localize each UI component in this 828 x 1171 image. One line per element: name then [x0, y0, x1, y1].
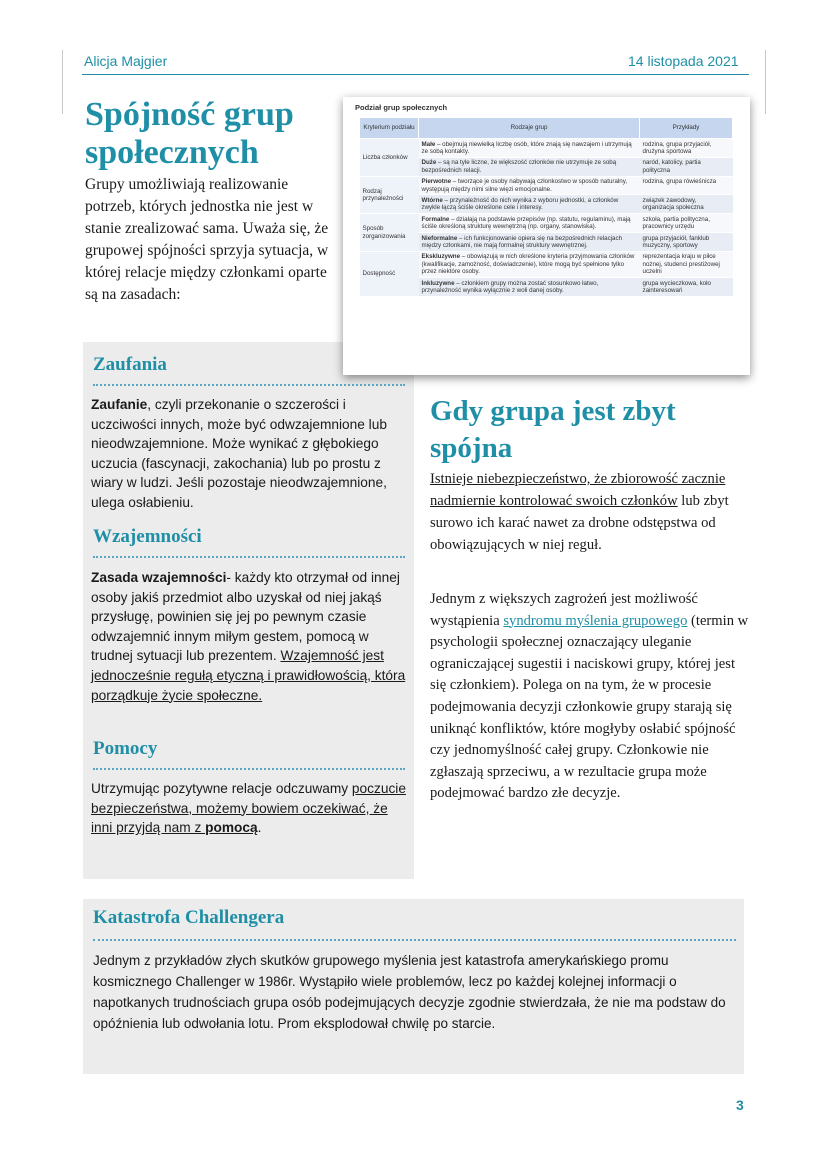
p1-text: lub zbyt surowo ich karać nawet za drobne odstępstwa od obowiązujących w niej reguł.: [430, 493, 729, 553]
table-row: [360, 251, 733, 277]
page-number: 3: [736, 1097, 744, 1113]
group-type-term: Małe: [421, 140, 436, 148]
social-groups-table: [359, 117, 733, 297]
table-cell-group-type: [419, 214, 640, 233]
table-cell-examples: naród, katolicy, partia polityczna: [640, 157, 733, 176]
group-type-term: Formalne: [421, 215, 450, 223]
table-cell-criterion: Rodzaj przynależności: [360, 176, 419, 214]
heading-wzajemnosci: Wzajemności: [93, 526, 202, 547]
table-cell-group-type: [419, 278, 640, 297]
dotted-divider: [93, 556, 405, 558]
group-type-description: – przynależność do nich wynika z wyboru jednostki, a członków zwykle łączą ściśle określone cele i interesy.: [421, 196, 619, 212]
group-type-term: Duże: [421, 159, 437, 167]
groupthink-link[interactable]: syndromu myślenia grupowego: [503, 612, 688, 629]
table-cell-group-type: [419, 176, 640, 195]
wzajemnosci-underlined: Wzajemność jest jednocześnie regułą etyczną i prawidłowością, która porządkuje życie społeczne.: [91, 648, 406, 703]
group-type-term: Wtórne: [421, 196, 443, 204]
too-cohesive-paragraph-1: [430, 468, 748, 556]
group-type-description: – obejmują niewielką liczbę osób, które znają się nawzajem i utrzymują ze sobą kontakty.: [421, 140, 632, 155]
heading-challenger: Katastrofa Challengera: [93, 907, 285, 928]
pomocy-end: .: [257, 820, 262, 836]
table-row: [360, 139, 733, 158]
p2-text-rest: (termin w psychologii społecznej oznaczający uleganie ograniczającej sugestii i naciskowi grupy, której jest się członkiem). Polega on na tym, że w procesie podejmowania decyzji członkowie grupy starają się uniknąć konfliktów, które mogłyby osłabić spójność czy jednomyślność całej grupy. Członkowie nie zgłaszają sprzeciwu, a w rezultacie grupa może podejmować bardzo złe decyzje.: [430, 612, 749, 802]
header-divider: [82, 74, 749, 75]
wzajemnosci-paragraph: [91, 568, 409, 705]
table-header-criterion: Kryterium podziału: [360, 118, 419, 139]
zaufania-text: , czyli przekonanie o szczerości i uczciwości innych, może być odwzajemnione lub nieodwzajemnione. Może wynikać z głębokiego uczucia (fascynacji, zakochania) lub po prostu z wiary w ludzi. Jeśli pozostaje nieodwzajemnione, ulega osłabieniu.: [91, 397, 387, 510]
table-cell-criterion: Liczba członków: [360, 139, 419, 177]
table-cell-examples: rodzina, grupa przyjaciół, drużyna sportowa: [640, 139, 733, 158]
pomocy-text: Utrzymując pozytywne relacje odczuwamy: [91, 781, 352, 796]
table-cell-group-type: [419, 251, 640, 277]
zaufania-paragraph: [91, 395, 409, 513]
group-type-description: – członkiem grupy można zostać stosunkowo łatwo, przynależność wynika wyłącznie z woli danej osoby.: [421, 279, 599, 294]
p1-underlined: Istnieje niebezpieczeństwo, że zbiorowość zacznie nadmiernie kontrolować swoich członków: [430, 471, 726, 509]
section-title-too-cohesive: Gdy grupa jest zbyt spójna: [430, 395, 676, 464]
table-title: Podział grup społecznych: [355, 103, 448, 112]
page-edge-line-left: [62, 50, 63, 114]
wzajemnosci-text: - każdy kto otrzymał od innej osoby jakiś przedmiot albo uzyskał od niej jakąś przysługę, powinien się jej po pewnym czasie odwzajemnić innym miłym gestem, pomocą w trudnej sytuacji lub prezentem.: [91, 570, 400, 664]
group-type-term: Inkluzywne: [421, 279, 455, 287]
heading-pomocy: Pomocy: [93, 738, 158, 759]
zaufania-term: Zaufanie: [91, 397, 148, 412]
pomocy-term: pomocą: [205, 820, 258, 836]
group-type-term: Pierwotne: [421, 178, 452, 186]
group-type-description: – działają na podstawie przepisów (np. statutu, regulaminu), mają ściśle określoną strukturę wewnętrzną (np. organy, stanowiska).: [421, 215, 631, 231]
wzajemnosci-term: Zasada wzajemności: [91, 570, 227, 585]
table-cell-group-type: [419, 233, 640, 252]
intro-paragraph: Grupy umożliwiają realizowanie potrzeb, których jednostka nie jest w stanie zrealizować sama. Uważa się, że grupowej spójności sprzyja sytuacja, w której relacje między członkami oparte są na zasadach:: [85, 176, 329, 303]
heading-zaufania: Zaufania: [93, 354, 167, 375]
group-type-term: Ekskluzywne: [421, 253, 461, 261]
pomocy-underlined: poczucie bezpieczeństwa, możemy bowiem oczekiwać, że inni przyjdą nam z: [91, 781, 406, 836]
group-type-description: – są na tyle liczne, że większość członków nie utrzymuje ze sobą bezpośrednich relacji.: [421, 159, 617, 174]
table-row: [360, 176, 733, 195]
table-cell-criterion: Sposób zorganizowania: [360, 214, 419, 252]
challenger-paragraph: Jednym z przykładów złych skutków grupowego myślenia jest katastrofa amerykańskiego promu kosmicznego Challenger w 1986r. Wystąpiło wiele problemów, lecz po każdej kolejnej informacji o napotkanych trudnościach grupa osób podejmujących decyzje zgodnie stwierdzała, że nie ma podstaw do opóźnienia lub odwołania lotu. Prom eksplodował chwilę po starcie.: [93, 953, 726, 1031]
group-type-term: Nieformalne: [421, 234, 458, 242]
table-header-types: Rodzaje grup: [419, 118, 640, 139]
header-author: Alicja Majgier: [84, 53, 168, 69]
table-cell-examples: związek zawodowy, organizacja społeczna: [640, 195, 733, 214]
table-header-examples: Przykłady: [640, 118, 733, 139]
p2-text-start: Jednym z większych zagrożeń jest możliwość wystąpienia: [430, 591, 698, 629]
group-type-description: – obowiązują w nich określone kryteria przyjmowania członków (kwalifikacje, zamożność, doświadczenie), które mogą być spełnione tylko przez niektóre osoby.: [421, 253, 635, 276]
group-type-description: – ich funkcjonowanie opiera się na bezpośrednich relacjach między członkami, nie mają formalnej struktury wewnętrznej.: [421, 234, 623, 249]
table-cell-examples: grupa wycieczkowa, koło zainteresowań: [640, 278, 733, 297]
table-cell-examples: grupa przyjaciół, fanklub muzyczny, sportowy: [640, 233, 733, 252]
table-cell-group-type: [419, 139, 640, 158]
table-cell-examples: szkoła, partia polityczna, pracownicy urzędu: [640, 214, 733, 233]
too-cohesive-paragraph-2: [430, 589, 750, 805]
group-type-description: – tworzące je osoby nabywają członkostwo w sposób naturalny, występują między nimi silne więzi emocjonalne.: [421, 178, 628, 193]
header-date: 14 listopada 2021: [628, 53, 739, 69]
table-cell-examples: rodzina, grupa rówieśnicza: [640, 176, 733, 195]
page-edge-line-right: [765, 50, 766, 114]
table-cell-group-type: [419, 195, 640, 214]
table-cell-criterion: Dostępność: [360, 251, 419, 296]
social-groups-table-figure: [343, 97, 750, 375]
table-header-row: [360, 118, 733, 139]
dotted-divider: [93, 768, 405, 770]
page-title: Spójność grup społecznych: [85, 96, 294, 171]
dotted-divider: [93, 939, 736, 941]
table-cell-group-type: [419, 157, 640, 176]
pomocy-paragraph: [91, 779, 409, 838]
table-row: [360, 214, 733, 233]
table-cell-examples: reprezentacja kraju w piłce nożnej, studenci prestiżowej uczelni: [640, 251, 733, 277]
dotted-divider: [93, 384, 405, 386]
